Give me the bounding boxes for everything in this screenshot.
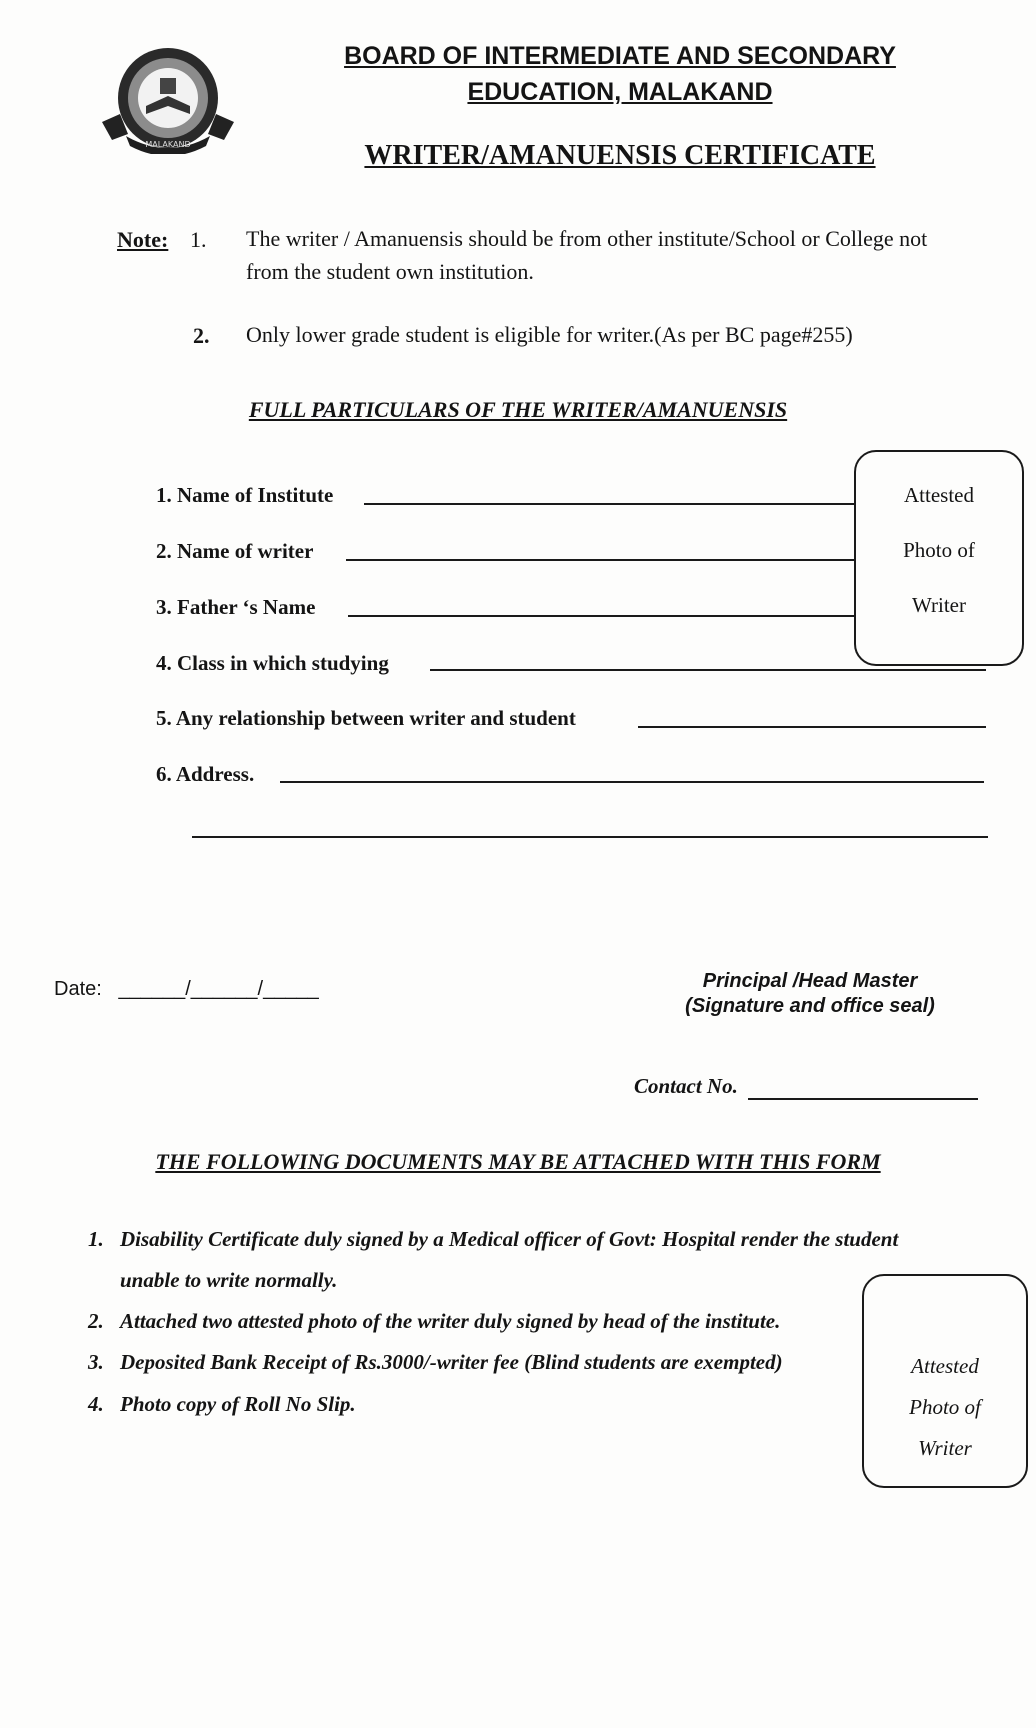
institute-input-line[interactable] (364, 503, 860, 505)
field-class: 4. Class in which studying (156, 651, 389, 675)
writer-name-input-line[interactable] (346, 559, 860, 561)
note-2-line1: Only lower grade student is eligible for writer.(As per BC page#255) (246, 322, 853, 347)
note-1-number: 1. (190, 227, 207, 252)
doc-4-number: 4. (88, 1392, 104, 1416)
doc-4-line1: Photo copy of Roll No Slip. (120, 1392, 356, 1416)
attested-photo-box-2[interactable] (862, 1274, 1028, 1488)
photo-box-line1: Attested (904, 483, 974, 507)
date-label: Date: (54, 978, 102, 1000)
documents-heading: THE FOLLOWING DOCUMENTS MAY BE ATTACHED WITH THIS FORM (155, 1149, 881, 1174)
board-title (260, 38, 980, 110)
doc-1-line2: unable to write normally. (120, 1268, 338, 1292)
contact-label: Contact No. (634, 1074, 738, 1098)
doc-1-line1: Disability Certificate duly signed by a Medical officer of Govt: Hospital render the student (120, 1227, 899, 1251)
date-blank: ______/______/_____ (118, 978, 319, 1000)
fathers-name-input-line[interactable] (348, 615, 860, 617)
relationship-input-line[interactable] (638, 726, 986, 728)
note-2-number: 2. (193, 323, 210, 348)
doc-3-line1: Deposited Bank Receipt of Rs.3000/-writer fee (Blind students are exempted) (120, 1350, 783, 1374)
signature-seal-label: (Signature and office seal) (685, 995, 935, 1017)
field-relationship: 5. Any relationship between writer and student (156, 706, 576, 730)
doc-2-number: 2. (88, 1309, 104, 1333)
date-field[interactable] (54, 978, 319, 1001)
photo-box-2-line1: Attested (911, 1354, 979, 1378)
board-title-line1: BOARD OF INTERMEDIATE AND SECONDARY (344, 42, 896, 70)
principal-label: Principal /Head Master (702, 970, 918, 992)
svg-text:MALAKAND: MALAKAND (145, 140, 191, 149)
certificate-title: WRITER/AMANUENSIS CERTIFICATE (364, 140, 876, 171)
photo-box-2-line3: Writer (918, 1436, 972, 1460)
doc-1-number: 1. (88, 1227, 104, 1251)
address-input-line-1[interactable] (280, 781, 984, 783)
address-input-line-2[interactable] (192, 836, 988, 838)
board-seal-logo (98, 44, 238, 154)
note-1-line2: from the student own institution. (246, 259, 534, 284)
field-address: 6. Address. (156, 762, 255, 786)
particulars-heading: FULL PARTICULARS OF THE WRITER/AMANUENSIS (248, 397, 788, 422)
field-name-of-institute: 1. Name of Institute (156, 483, 334, 507)
doc-3-number: 3. (88, 1350, 104, 1374)
board-title-line2: EDUCATION, MALAKAND (467, 78, 773, 106)
photo-box-2-line2: Photo of (909, 1395, 981, 1419)
attested-photo-box[interactable] (854, 450, 1024, 666)
note-1-line1: The writer / Amanuensis should be from other institute/School or College not (246, 226, 928, 251)
field-fathers-name: 3. Father ‘s Name (156, 595, 316, 619)
note-label: Note: (117, 227, 169, 252)
photo-box-line3: Writer (912, 593, 966, 617)
doc-2-line1: Attached two attested photo of the writer duly signed by head of the institute. (120, 1309, 781, 1333)
class-input-line[interactable] (430, 669, 986, 671)
field-name-of-writer: 2. Name of writer (156, 539, 314, 563)
contact-input-line[interactable] (748, 1098, 978, 1100)
photo-box-line2: Photo of (903, 538, 975, 562)
